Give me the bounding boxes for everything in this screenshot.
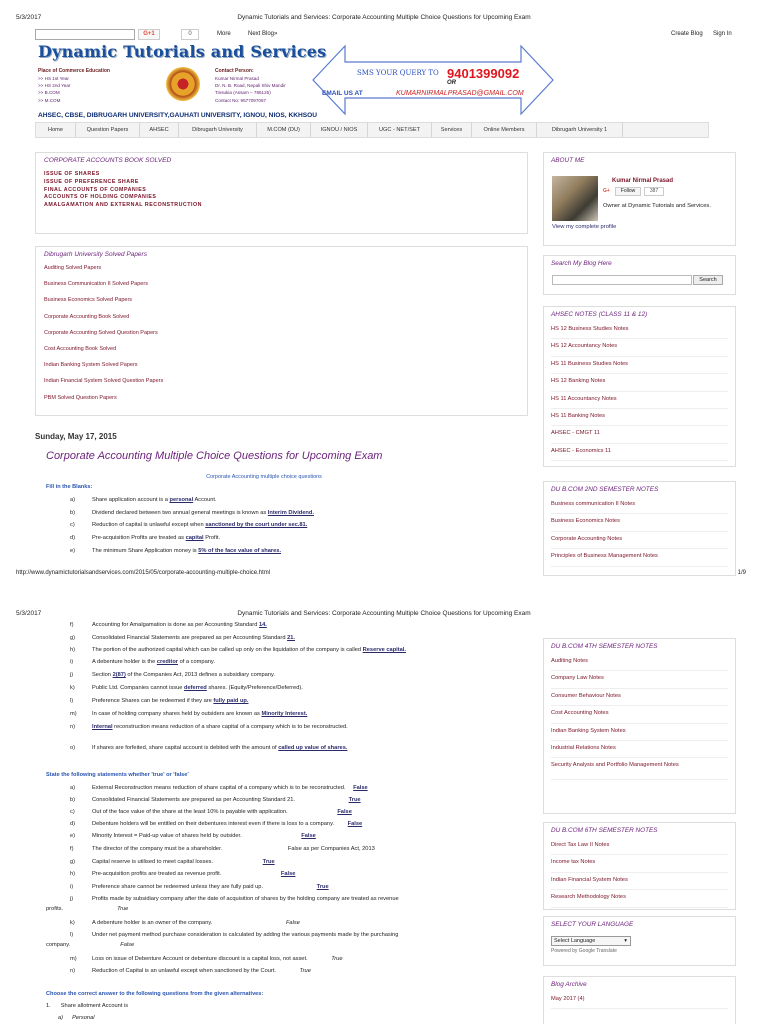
sign-in-link[interactable]: Sign In <box>713 31 732 37</box>
print-page-number: 1/9 <box>737 570 746 576</box>
link-item[interactable]: Company Law Notes <box>551 671 728 688</box>
mc-option: a) Personal <box>58 1015 95 1021</box>
tf-item-cont: profits. True <box>46 906 129 912</box>
link-item[interactable]: Business Economics Solved Papers <box>44 297 133 304</box>
contact-list <box>215 75 286 104</box>
archive-item[interactable]: May 2017 (4) <box>551 992 728 1009</box>
print-title: Dynamic Tutorials and Services: Corporate Accounting Multiple Choice Questions for Upcoming Exam <box>237 610 531 617</box>
link-item[interactable]: Corporate Accounting Solved Question Papers <box>44 329 158 336</box>
sun-logo-icon <box>166 67 200 101</box>
link-item[interactable]: HS 12 Accountancy Notes <box>551 339 728 356</box>
link-item[interactable]: AHSEC - Economics 11 <box>551 444 728 461</box>
link-item[interactable]: Business Economics Notes <box>551 514 728 531</box>
widget-title: Dibrugarh University Solved Papers <box>44 251 147 258</box>
link-item[interactable]: Indian Financial System Notes <box>551 873 728 890</box>
widget-title: AHSEC NOTES (CLASS 11 & 12) <box>551 311 648 318</box>
blog-archive-widget <box>543 976 736 1024</box>
link-item[interactable]: HS 12 Business Studies Notes <box>551 322 728 339</box>
pce-item: >> HS 2nd Year <box>38 83 71 89</box>
link-item[interactable]: Business communication II Notes <box>551 497 728 514</box>
menu-item-ignou-nios[interactable]: IGNOU / NIOS <box>311 123 368 137</box>
affiliations-strip: AHSEC, CBSE, DIBRUGARH UNIVERSITY,GAUHATI UNIVERSITY, IGNOU, NIOS, KKHSOU <box>38 112 318 119</box>
link-item[interactable]: Direct Tax Law II Notes <box>551 838 728 855</box>
gplus-count: 0 <box>181 29 199 40</box>
ahsec-notes-widget <box>543 306 736 467</box>
email-address: KUMARNIRMALPRASAD@GMAIL.COM <box>396 90 524 97</box>
author-name[interactable]: Kumar Nirmal Prasad <box>612 178 674 184</box>
pce-item: >> HS 1st Year <box>38 76 69 81</box>
link-item[interactable]: Cost Accounting Book Solved <box>44 345 117 352</box>
link-list <box>551 838 728 908</box>
link-item[interactable]: Indian Banking System Notes <box>551 724 728 741</box>
contact-item: Tinsukia (Assam – 786125) <box>215 90 271 96</box>
du-2nd-semester-widget <box>543 481 736 576</box>
pce-item: >> B.COM <box>38 90 60 96</box>
widget-title: Search My Blog Here <box>551 260 612 267</box>
post-subtitle: Corporate Accounting multiple choice questions <box>206 474 322 480</box>
menu-item-dibrugarh-university[interactable]: Dibrugarh University <box>179 123 257 137</box>
mc-question: 1. Share allotment Account is <box>46 1003 129 1009</box>
language-select[interactable]: Select Language ▾ <box>551 936 631 946</box>
blogger-navbar <box>35 29 743 41</box>
phone-number: 9401399092 <box>447 66 520 81</box>
widget-title: DU B.COM 4TH SEMESTER NOTES <box>551 643 658 650</box>
gplus-icon: G+ <box>603 188 610 194</box>
pce-item: >> M.COM <box>38 97 61 103</box>
widget-title: DU B.COM 2ND SEMESTER NOTES <box>551 486 659 493</box>
widget-title: SELECT YOUR LANGUAGE <box>551 921 634 928</box>
navbar-search-field[interactable] <box>35 29 135 40</box>
print-date: 5/3/2017 <box>16 14 42 21</box>
main-column <box>35 152 528 416</box>
chevron-down-icon: ▾ <box>624 938 627 944</box>
menu-item-online-members[interactable]: Online Members <box>472 123 537 137</box>
contact-item: Kumar Nirmal Prasad <box>215 76 259 81</box>
print-title: Dynamic Tutorials and Services: Corporate Accounting Multiple Choice Questions for Upcoming Exam <box>237 14 531 21</box>
link-item[interactable]: Industrial Relations Notes <box>551 741 728 758</box>
profile-link[interactable]: View my complete profile <box>552 224 617 230</box>
post-date: Sunday, May 17, 2015 <box>35 432 117 441</box>
site-brand: Dynamic Tutorials and Services <box>38 42 327 61</box>
link-list <box>551 322 728 461</box>
link-item[interactable]: Corporate Accounting Book Solved <box>44 313 130 320</box>
du-4th-semester-widget <box>543 638 736 814</box>
link-item[interactable]: PBM Solved Question Papers <box>44 394 117 401</box>
link-list <box>44 171 519 210</box>
menu-item-ugc-net[interactable]: UGC - NET/SET <box>368 123 432 137</box>
avatar[interactable] <box>552 176 598 221</box>
contact-item: Contact No: 9577097067 <box>215 97 267 103</box>
link-item[interactable]: ACCOUNTS OF HOLDING COMPANIES <box>44 194 157 201</box>
link-item[interactable]: Consumer Behaviour Notes <box>551 689 728 706</box>
follow-count: 387 <box>644 187 664 196</box>
pce-list <box>38 75 70 104</box>
menu-item-services[interactable]: Services <box>432 123 472 137</box>
widget-title: ABOUT ME <box>551 157 585 164</box>
gplus-button[interactable]: G+1 <box>138 29 160 40</box>
link-item[interactable]: FINAL ACCOUNTS OF COMPANIES <box>44 186 147 193</box>
link-item[interactable]: Indian Financial System Solved Question Papers <box>44 378 164 385</box>
print-url: http://www.dynamictutorialsandservices.com/2015/05/corporate-accounting-multiple-choice.html <box>16 570 271 576</box>
language-widget <box>543 916 736 966</box>
pce-title: Place of Commerce Education <box>38 68 110 74</box>
link-list <box>551 992 728 1009</box>
print-page-1: 5/3/2017 Dynamic Tutorials and Services: Corporate Accounting Multiple Choice Questions for Upcoming Exam G+1 0 More Next Blog» Create Blog Sign In Dynamic Tutorials and Services Place of Commerce Education >> HS 1st Year >> HS 2nd Year >> B.COM >> M.COM Contact Person: Kumar Nirmal Prasad Dr. N. B. Road, Nepali Shiv Mandir Tinsukia (Assam – 786125) Contact No: 9577097067 AHSEC, CBSE, DIBRUGARH UNIVERSITY,GAUHATI UNIVERSITY, IGNOU, NIOS, KKHSOU SMS YOUR QUERY TO 9401399092 OR EMAIL US AT KUMARNIRMALPRASAD@GMAIL.COM Home Question Papers AHSEC Dibrugarh University M.COM (DU) IGNOU / NIOS UGC - NET/SET Services Online Members Dibrugarh University 1 CORPORATE ACCOUNTS BOOK SOLVED ISSUE OF SHARES ISSUE OF PREFERENCE SHARE FINAL ACCOUNTS OF COMPANIES ACCOUNTS OF HOLDING COMPANIES AMALGAMATION AND EXTERNAL RECONSTRUCTION Dibrugarh University Solved Papers Auditing Solved Papers Business Communication II Solved Papers Business Economics Solved Papers Corporate Accounting Book Solved Corporate Accounting Solved Question Papers Cost Accounting Book Solved Indian Banking System Solved Papers Indian Financial System Solved Question Papers PBM Solved Question Papers Sunday, May 17, 2015 Corporate Accounting Multiple Choice Questions for Upcoming Exam Corporate Accounting multiple choice questions Fill in the Blanks: a) Share application account is a personal Account. b) Dividend declared between two annual general meetings is known as Interim Dividend. c) Reduction of capital is unlawful except when sanctioned by the court under sec.81. d) Pre-acquisition Profits are treated as capital Profit. e) The minimum Share Application money is 5% of the face value of shares. ABOUT ME Kumar Nirmal Prasad G+ Follow 387 Owner at Dynamic Tutorials and Services. View my complete profile Search My Blog Here AHSEC NOTES (CLASS 11 & 12) HS 12 Business Studies Notes HS 12 Accountancy Notes HS 11 Business Studies Notes HS 12 Banking Notes HS 11 Accountancy Notes HS 11 Banking Notes AHSEC - CMGT 11 AHSEC - Economics 11 DU B.COM 2ND SEMESTER NOTES Business communication II Notes Business Economics Notes Corporate Accounting Notes Principles of Business Management Notes Search http://www.dynamictutorialsandservices.com/2015/05/corporate-accounting-multiple-choice.html 1/9 <box>0 0 768 584</box>
create-blog-link[interactable]: Create Blog <box>671 31 703 37</box>
du-6th-semester-widget <box>543 822 736 910</box>
fill-blanks-heading: Fill in the Blanks: <box>46 484 93 490</box>
link-item[interactable]: HS 11 Business Studies Notes <box>551 357 728 374</box>
print-page-2: 5/3/2017 Dynamic Tutorials and Services: Corporate Accounting Multiple Choice Questions for Upcoming Exam f) Accounting for Amalgamation is done as per Accounting Standard 14. g) Consolidated Financial Statements are prepared as per Accounting Standard 21. h) The portion of the authorized capital which can be called up only on the liquidation of the company is called Reserve capital. i) A debenture holder is the creditor of a company. j) Section 2(87) of the Companies Act, 2013 defines a subsidiary company. k) Public Ltd. Companies cannot issue deferred shares. (Equity/Preference/Deferred). l) Preference Shares can be redeemed if they are fully paid up. m) In case of holding company shares held by outsiders are known as Minority Interest. n) Internal reconstruction means reduction of a share capital of a company which is to be reconstructed. o) If shares are forfeited, share capital account is debited with the amount of called up value of shares. State the following statements whether 'true' or 'false' a) External Reconstruction means reduction of share capital of a company which is to be reconstructed. False b) Consolidated Financial Statements are prepared as per Accounting Standard 21. True c) Out of the face value of the share at the least 10% is payable with application. False d) Debenture holders will be entitled on their debentures interest even if there is loss to a company. False e) Minority Interest = Paid-up value of shares held by outsider. False f) The director of the company must be a shareholder. False as per Companies Act, 2013 g) Capital reserve is utilised to meet capital losses. True h) Pre-acquisition profits are treated as revenue profit. False i) Preference share cannot be redeemed unless they are fully paid up. True j) Profits made by subsidiary company after the date of acquisition of shares by the holding company are treated as revenue profits. True k) A debenture holder is an owner of the company. False l) Under net payment method purchase consideration is calculated by adding the various payments made by the purchasing company. False m) Loss on issue of Debenture Account or debenture discount is a capital loss, not asset. True n) Reduction of Capital is an unlawful except when sanctioned by the Court. True Choose the correct answer to the following questions from the given alternatives: 1. Share allotment Account is a) Personal DU B.COM 4TH SEMESTER NOTES Auditing Notes Company Law Notes Consumer Behaviour Notes Cost Accounting Notes Indian Banking System Notes Industrial Relations Notes Security Analysis and Portfolio Management Notes DU B.COM 6TH SEMESTER NOTES Direct Tax Law II Notes Income tax Notes Indian Financial System Notes Research Methodology Notes SELECT YOUR LANGUAGE Select Language ▾ Powered by Google Translate Blog Archive May 2017 (4) <box>0 596 768 1024</box>
menu-item-mcom[interactable]: M.COM (DU) <box>257 123 311 137</box>
link-list <box>551 497 728 567</box>
sms-label: SMS YOUR QUERY TO <box>357 69 439 77</box>
link-item[interactable]: Indian Banking System Solved Papers <box>44 362 138 369</box>
link-item[interactable]: Principles of Business Management Notes <box>551 549 728 566</box>
link-item[interactable]: ISSUE OF PREFERENCE SHARE <box>44 178 139 185</box>
link-item[interactable]: Security Analysis and Portfolio Management Notes <box>551 758 728 780</box>
widget-title: Blog Archive <box>551 981 587 988</box>
multiple-choice-heading: Choose the correct answer to the following questions from the given alternatives: <box>46 991 264 997</box>
corp-accounts-widget <box>35 152 528 234</box>
link-list <box>551 654 728 780</box>
menu-item-ahsec[interactable]: AHSEC <box>140 123 179 137</box>
search-input[interactable] <box>552 275 692 285</box>
du-solved-papers-widget <box>35 246 528 416</box>
widget-title: CORPORATE ACCOUNTS BOOK SOLVED <box>44 157 172 164</box>
link-list <box>44 265 519 411</box>
menu-item-dibrugarh-university-1[interactable]: Dibrugarh University 1 <box>537 123 623 137</box>
follow-button[interactable]: Follow <box>615 187 641 196</box>
menu-item-question-papers[interactable]: Question Papers <box>76 123 140 137</box>
link-item[interactable]: Cost Accounting Notes <box>551 706 728 723</box>
link-item[interactable]: HS 11 Accountancy Notes <box>551 392 728 409</box>
link-item[interactable]: Research Methodology Notes <box>551 890 728 907</box>
post-title[interactable]: Corporate Accounting Multiple Choice Questions for Upcoming Exam <box>46 450 383 462</box>
link-item[interactable]: AMALGAMATION AND EXTERNAL RECONSTRUCTION <box>44 202 202 209</box>
contact-title: Contact Person: <box>215 68 254 74</box>
or-label: OR <box>447 80 456 86</box>
link-item[interactable]: ISSUE OF SHARES <box>44 171 100 177</box>
tf-item-cont: company. False <box>46 942 135 948</box>
widget-title: DU B.COM 6TH SEMESTER NOTES <box>551 827 658 834</box>
link-item[interactable]: AHSEC - CMGT 11 <box>551 426 728 443</box>
powered-by: Powered by Google Translate <box>551 948 617 954</box>
search-button[interactable]: Search <box>693 275 723 285</box>
true-false-heading: State the following statements whether 'true' or 'false' <box>46 772 189 778</box>
link-item[interactable]: HS 12 Banking Notes <box>551 374 728 391</box>
link-item[interactable]: Auditing Solved Papers <box>44 265 102 271</box>
main-menu <box>35 122 709 138</box>
author-description: Owner at Dynamic Tutorials and Services. <box>603 203 711 209</box>
header-banner[interactable] <box>35 42 555 122</box>
link-item[interactable]: HS 11 Banking Notes <box>551 409 728 426</box>
link-item[interactable]: Corporate Accounting Notes <box>551 532 728 549</box>
link-item[interactable]: Income tax Notes <box>551 855 728 872</box>
next-blog-link[interactable]: Next Blog» <box>248 31 278 37</box>
contact-item: Dr. N. B. Road, Nepali Shiv Mandir <box>215 83 286 89</box>
print-date: 5/3/2017 <box>16 610 42 617</box>
more-link[interactable]: More <box>217 31 231 37</box>
link-item[interactable]: Auditing Notes <box>551 654 728 671</box>
link-item[interactable]: Business Communication II Solved Papers <box>44 281 148 288</box>
menu-item-home[interactable]: Home <box>36 123 76 137</box>
email-label: EMAIL US AT <box>322 90 363 97</box>
